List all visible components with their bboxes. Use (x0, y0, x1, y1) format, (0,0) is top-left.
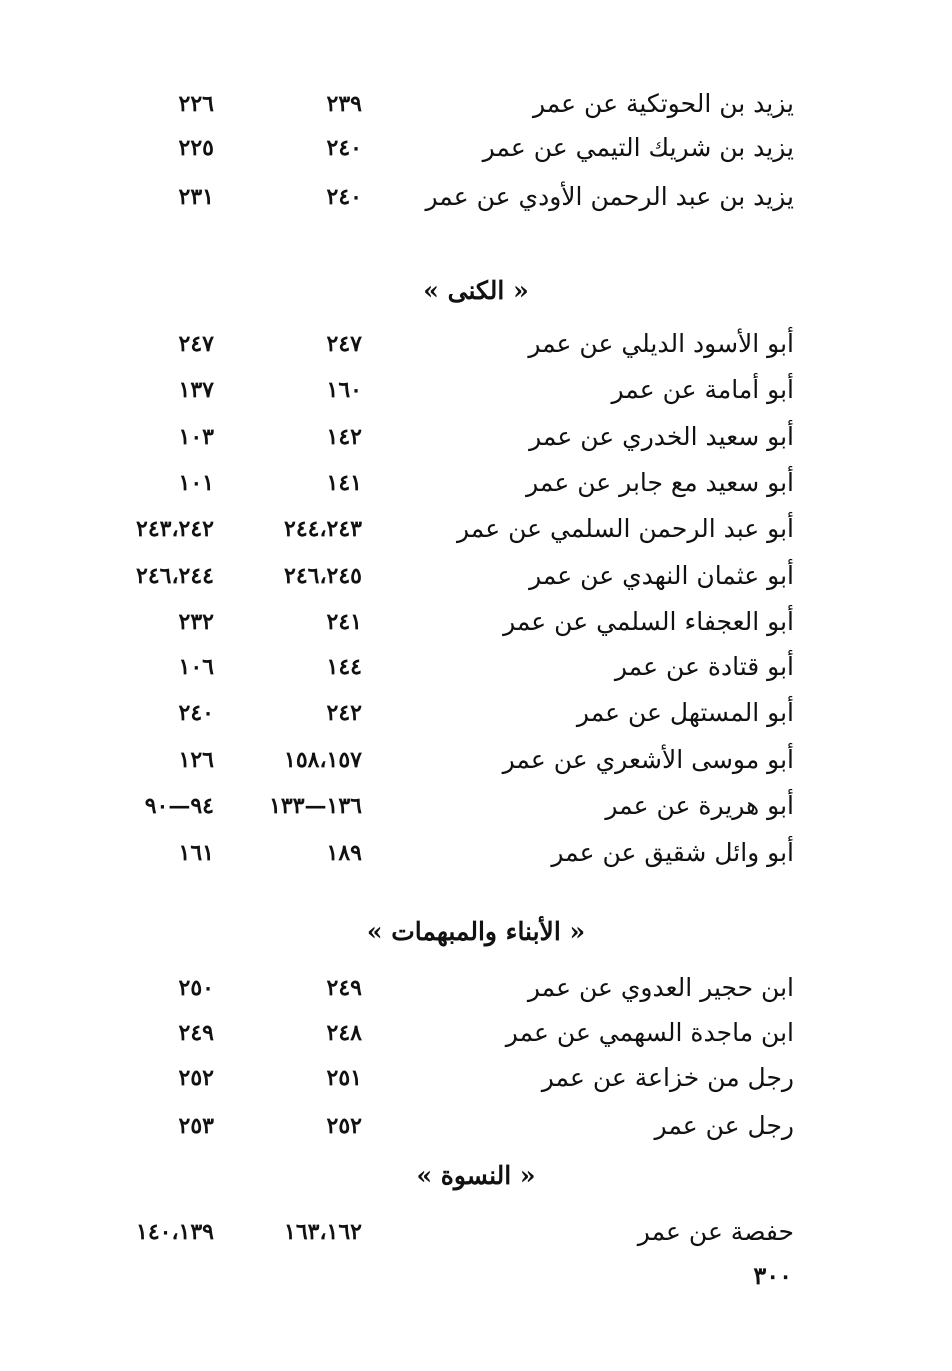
entry-name: رجل عن عمر (654, 1111, 794, 1140)
index-entry (0, 833, 952, 873)
entry-number-secondary: ٢٥٢ (178, 1065, 214, 1091)
index-entry (0, 556, 952, 596)
entry-number-primary: ٢٤٠ (326, 184, 362, 210)
entry-name: ابن ماجدة السهمي عن عمر (505, 1018, 794, 1047)
entry-number-primary: ١٦٣،١٦٢ (284, 1219, 362, 1245)
entry-number-primary: ٢٥١ (326, 1065, 362, 1091)
entry-name: رجل من خزاعة عن عمر (541, 1063, 794, 1092)
index-entry (0, 693, 952, 733)
entry-number-primary: ٢٣٩ (326, 91, 362, 117)
entry-number-secondary: ٢٤٠ (178, 700, 214, 726)
section-heading-kuna: « الكنى » (423, 276, 529, 305)
entry-number-primary: ٢٤٤،٢٤٣ (284, 516, 362, 542)
index-entry (0, 1058, 952, 1098)
entry-number-secondary: ٢٢٦ (178, 91, 214, 117)
index-entry (0, 417, 952, 457)
entry-number-secondary: ٢٢٥ (178, 135, 214, 161)
section-heading-abna: « الأبناء والمبهمات » (366, 917, 586, 946)
entry-number-primary: ٢٤٢ (326, 700, 362, 726)
entry-name: أبو أمامة عن عمر (611, 375, 794, 404)
entry-number-primary: ١٣٦—١٣٣ (269, 793, 362, 819)
entry-number-secondary: ٢٤٦،٢٤٤ (136, 563, 214, 589)
entry-name: حفصة عن عمر (637, 1217, 794, 1246)
entry-number-secondary: ١٠٣ (178, 424, 214, 450)
entry-number-primary: ٢٤٠ (326, 135, 362, 161)
section-heading-niswa: « النسوة » (416, 1161, 536, 1190)
entry-number-primary: ٢٤٦،٢٤٥ (284, 563, 362, 589)
entry-number-primary: ٢٤٧ (326, 331, 362, 357)
entry-number-primary: ١٦٠ (326, 377, 362, 403)
entry-name: أبو عبد الرحمن السلمي عن عمر (457, 514, 794, 543)
index-entry (0, 177, 952, 217)
entry-name: أبو قتادة عن عمر (614, 652, 794, 681)
entry-number-secondary: ١٣٧ (178, 377, 214, 403)
entry-name: ابن حجير العدوي عن عمر (527, 973, 794, 1002)
entry-name: أبو وائل شقيق عن عمر (551, 838, 794, 867)
entry-number-primary: ١٤٢ (326, 424, 362, 450)
index-entry (0, 786, 952, 826)
entry-number-secondary: ٢٤٧ (178, 331, 214, 357)
entry-name: أبو العجفاء السلمي عن عمر (503, 607, 794, 636)
entry-number-primary: ١٥٨،١٥٧ (284, 747, 362, 773)
index-entry (0, 1106, 952, 1146)
entry-number-primary: ٢٥٢ (326, 1113, 362, 1139)
entry-number-secondary: ١٤٠،١٣٩ (136, 1219, 214, 1245)
entry-name: يزيد بن عبد الرحمن الأودي عن عمر (425, 182, 794, 211)
index-entry (0, 324, 952, 364)
entry-name: أبو الأسود الديلي عن عمر (528, 329, 794, 358)
index-entry (0, 968, 952, 1008)
index-entry (0, 1013, 952, 1053)
entry-name: أبو هريرة عن عمر (605, 791, 794, 820)
entry-name: أبو سعيد الخدري عن عمر (529, 422, 794, 451)
entry-number-primary: ١٤٤ (326, 654, 362, 680)
entry-number-secondary: ٢٥٠ (178, 975, 214, 1001)
entry-name: أبو المستهل عن عمر (576, 698, 794, 727)
entry-number-secondary: ٢٣١ (178, 184, 214, 210)
entry-number-secondary: ١٢٦ (178, 747, 214, 773)
entry-name: يزيد بن الحوتكية عن عمر (532, 89, 794, 118)
index-entry (0, 647, 952, 687)
page-number: ٣٠٠ (753, 1261, 792, 1290)
entry-number-secondary: ٢٣٢ (178, 609, 214, 635)
index-entry (0, 463, 952, 503)
entry-number-primary: ١٨٩ (326, 840, 362, 866)
entry-number-primary: ٢٤٩ (326, 975, 362, 1001)
index-entry (0, 509, 952, 549)
index-entry (0, 740, 952, 780)
entry-name: أبو عثمان النهدي عن عمر (529, 561, 794, 590)
entry-number-secondary: ١٦١ (178, 840, 214, 866)
entry-name: أبو سعيد مع جابر عن عمر (526, 468, 794, 497)
entry-number-secondary: ٢٤٩ (178, 1020, 214, 1046)
index-entry (0, 602, 952, 642)
entry-number-secondary: ٩٤—٩٠ (144, 793, 214, 819)
entry-number-secondary: ١٠١ (178, 470, 214, 496)
entry-number-primary: ١٤١ (326, 470, 362, 496)
entry-name: أبو موسى الأشعري عن عمر (502, 745, 794, 774)
entry-number-secondary: ١٠٦ (178, 654, 214, 680)
entry-number-secondary: ٢٥٣ (178, 1113, 214, 1139)
index-entry (0, 1212, 952, 1252)
index-entry (0, 128, 952, 168)
entry-number-primary: ٢٤٨ (326, 1020, 362, 1046)
index-entry (0, 370, 952, 410)
entry-number-primary: ٢٤١ (326, 609, 362, 635)
index-entry (0, 84, 952, 124)
entry-number-secondary: ٢٤٣،٢٤٢ (136, 516, 214, 542)
entry-name: يزيد بن شريك التيمي عن عمر (482, 133, 794, 162)
